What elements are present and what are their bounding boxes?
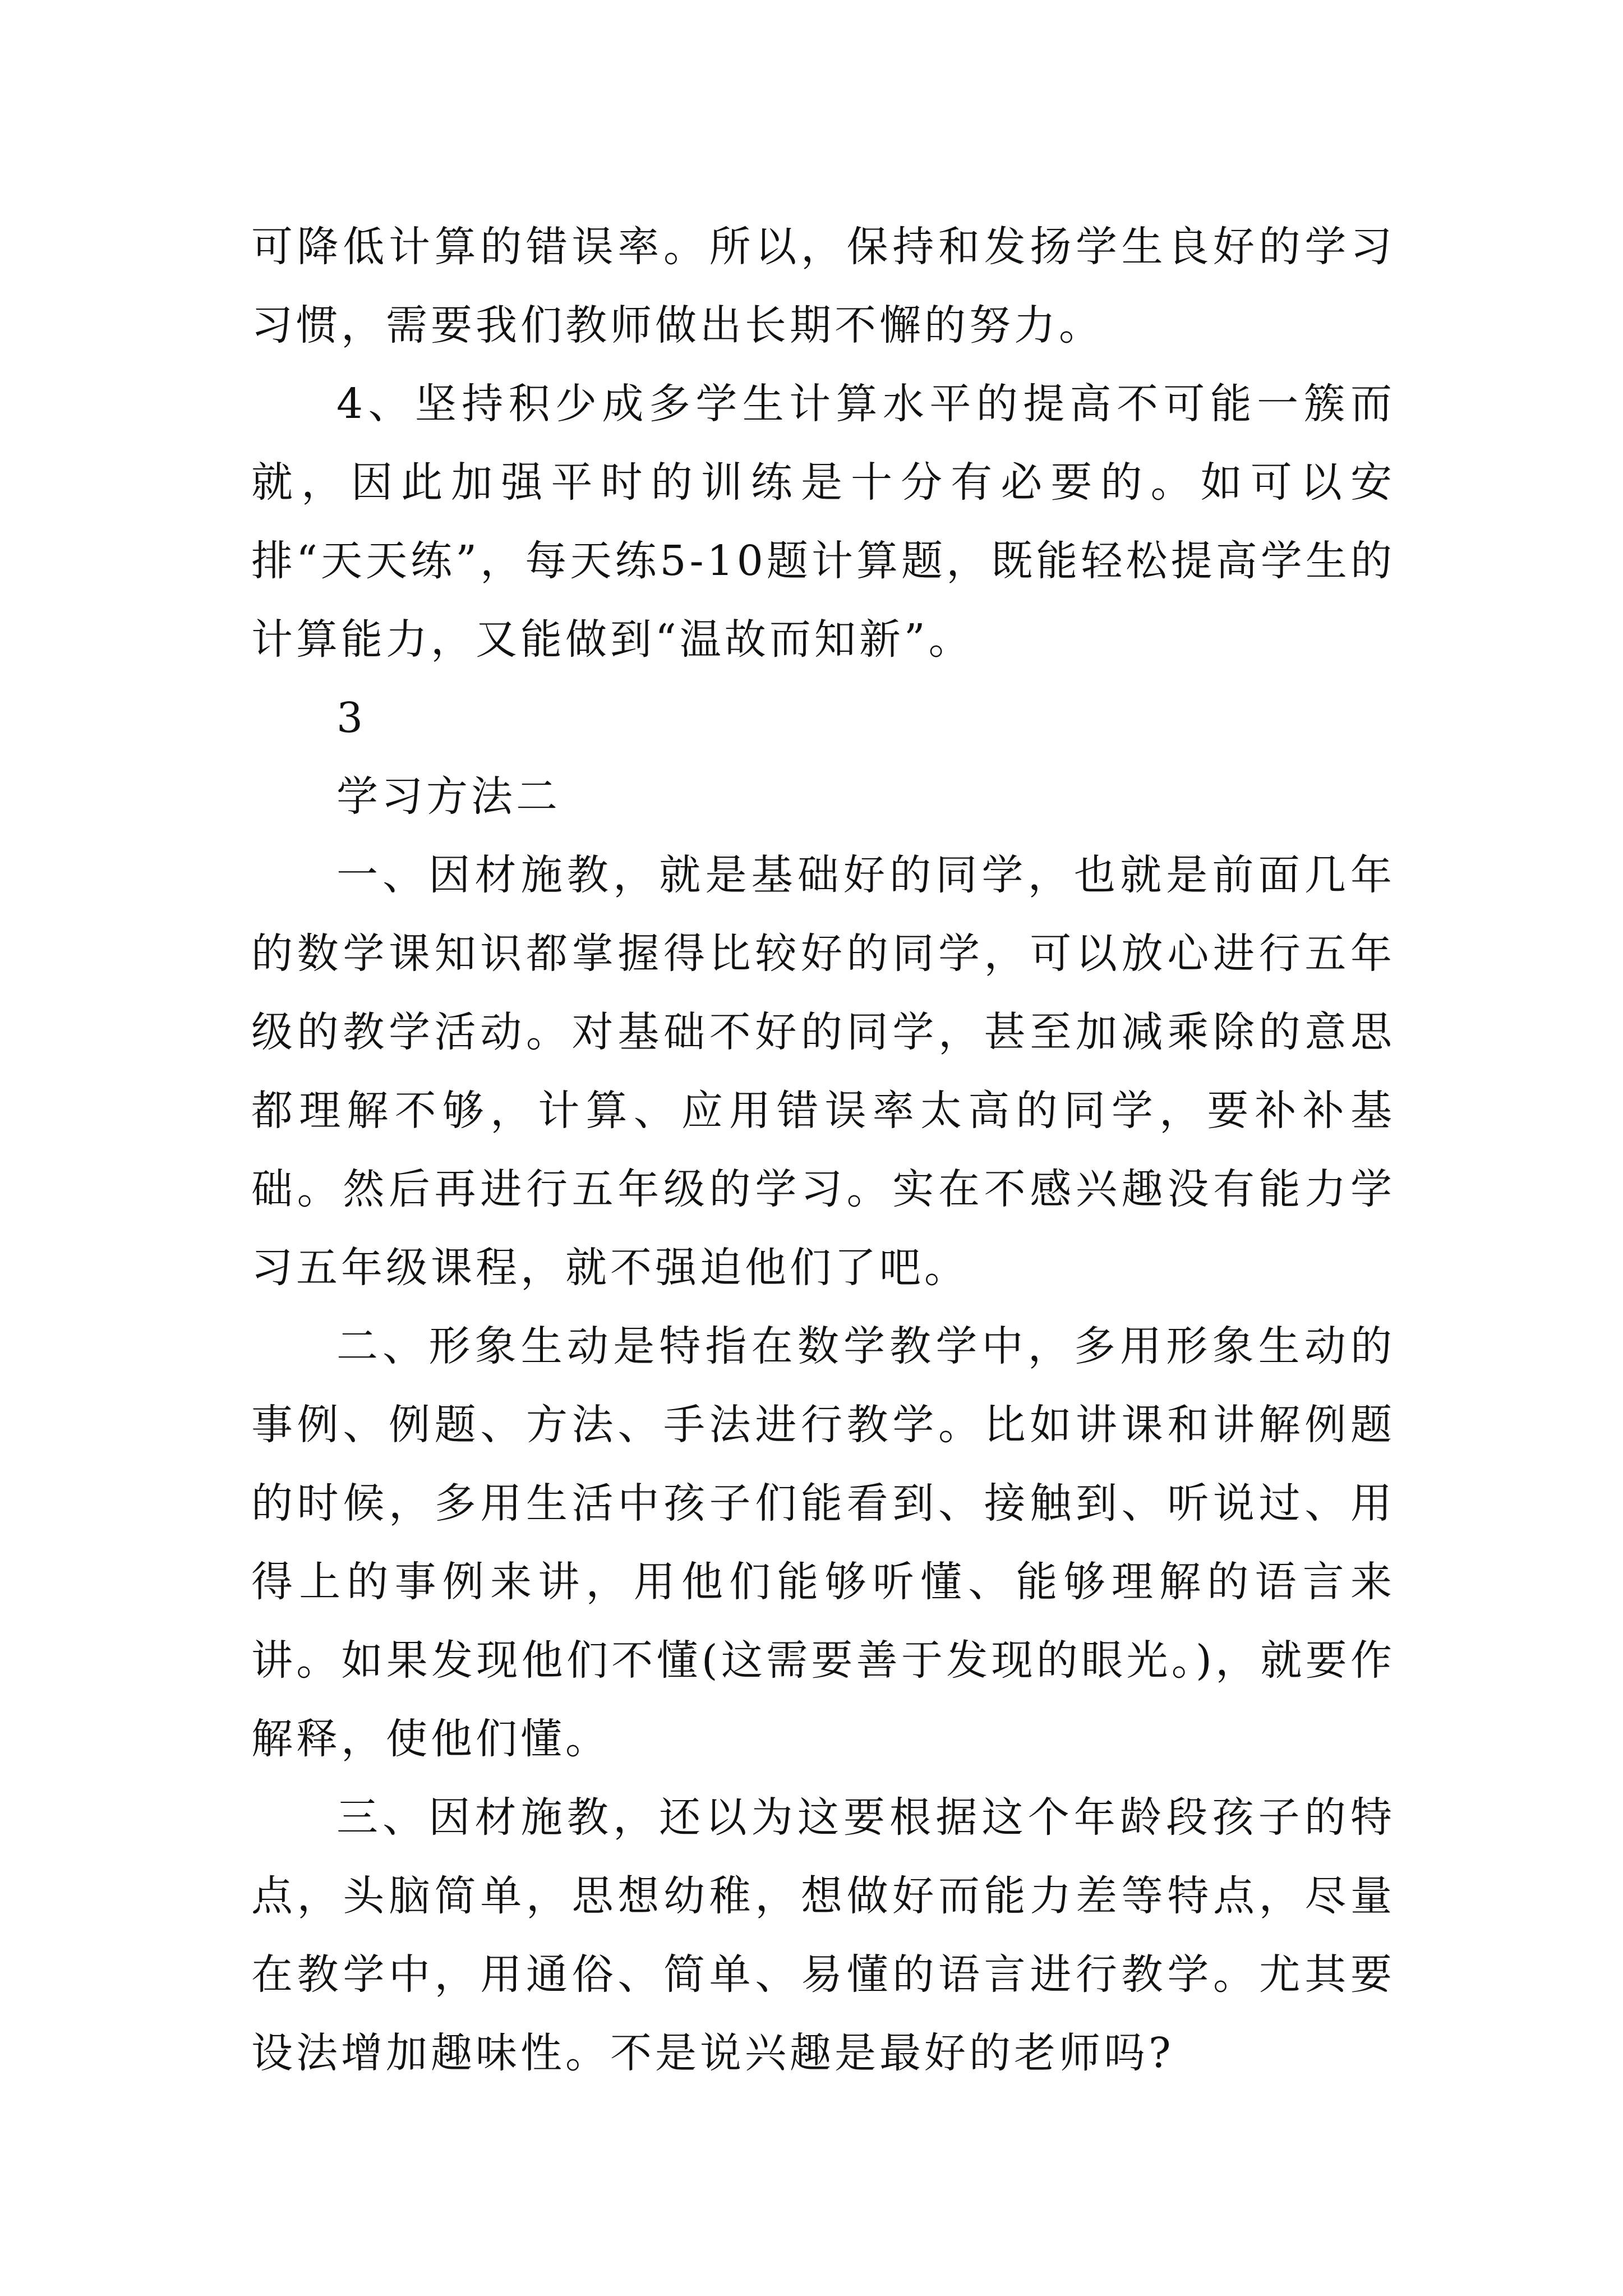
- page-number-marker: 3: [336, 694, 367, 742]
- paragraph-point-1: 一、因材施教，就是基础好的同学，也就是前面几年的数学课知识都掌握得比较好的同学，可以放心进行五年级的教学活动。对基础不好的同学，甚至加减乘除的意思都理解不够，计算、应用错误率太高的同学，要补补基础。然后再进行五年级的学习。实在不感兴趣没有能力学习五年级课程，就不强迫他们了吧。: [251, 851, 1395, 1292]
- paragraph-point-3: 三、因材施教，还以为这要根据这个年龄段孩子的特点，头脑简单，思想幼稚，想做好而能力差等特点，尽量在教学中，用通俗、简单、易懂的语言进行教学。尤其要设法增加趣味性。不是说兴趣是最好的老师吗?: [251, 1793, 1395, 2077]
- paragraph-continuation: 可降低计算的错误率。所以，保持和发扬学生良好的学习习惯，需要我们教师做出长期不懈的努力。: [251, 223, 1395, 349]
- paragraph-point-4: 4、坚持积少成多学生计算水平的提高不可能一簇而就，因此加强平时的训练是十分有必要的。如可以安排“天天练”，每天练5-10题计算题，既能轻松提高学生的计算能力，又能做到“温故而知新”。: [251, 380, 1395, 664]
- document-body: [251, 208, 1395, 2092]
- section-heading: 学习方法二: [336, 772, 561, 821]
- paragraph-point-2: 二、形象生动是特指在数学教学中，多用形象生动的事例、例题、方法、手法进行教学。比如讲课和讲解例题的时候，多用生活中孩子们能看到、接触到、听说过、用得上的事例来讲，用他们能够听懂、能够理解的语言来讲。如果发现他们不懂(这需要善于发现的眼光。)，就要作解释，使他们懂。: [251, 1322, 1395, 1763]
